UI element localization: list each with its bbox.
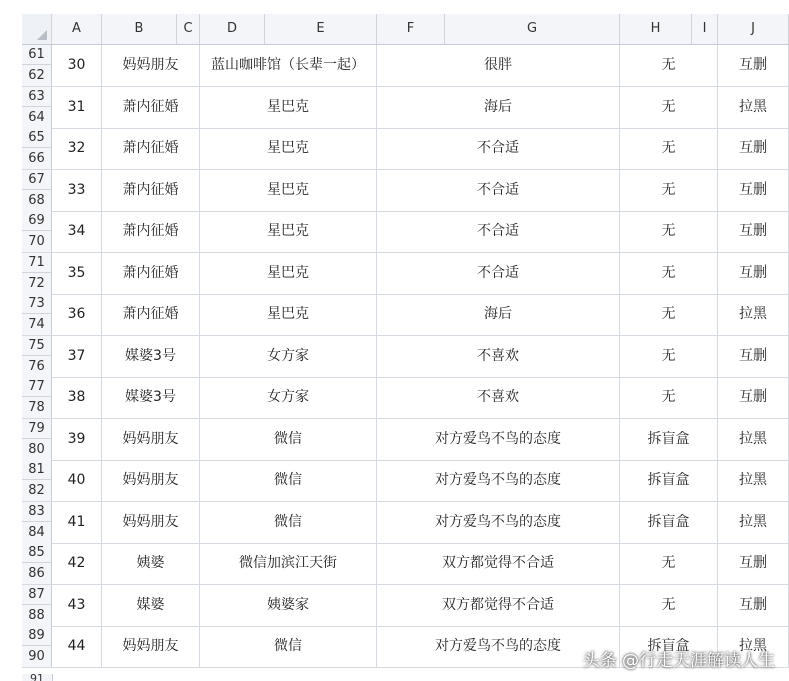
cell-de-place[interactable]: 微信加滨江天街 [200,543,377,584]
table-row [22,460,789,502]
cell-de-place[interactable]: 微信 [200,626,377,667]
row-header[interactable]: 78 [22,397,52,418]
cell-fg-reason[interactable]: 对方爱鸟不鸟的态度 [377,502,620,543]
select-all-triangle-icon [37,30,47,40]
cell-b-source[interactable]: 妈妈朋友 [102,460,200,501]
cell-de-place[interactable]: 星巴克 [200,128,377,169]
column-header-j[interactable]: J [718,14,789,44]
cell-h-status[interactable]: 无 [620,128,718,169]
cell-fg-reason[interactable]: 双方都觉得不合适 [377,585,620,626]
cell-de-place[interactable]: 星巴克 [200,253,377,294]
cell-j-result[interactable]: 拉黑 [718,502,789,543]
cell-b-source[interactable]: 萧内征婚 [102,87,200,128]
cell-a[interactable]: 37 [52,336,102,377]
cell-j-result[interactable]: 拉黑 [718,626,789,667]
row-header[interactable]: 74 [22,314,52,335]
cell-h-status[interactable]: 拆盲盒 [620,460,718,501]
cell-a[interactable]: 33 [52,170,102,211]
spreadsheet-grid[interactable] [22,14,789,681]
table-row [22,87,789,129]
column-header-bar [22,14,789,45]
cell-de-place[interactable]: 星巴克 [200,87,377,128]
cell-de-place[interactable]: 女方家 [200,377,377,418]
column-header-e[interactable]: E [265,14,377,44]
cell-a[interactable]: 42 [52,543,102,584]
cell-j-result[interactable]: 互删 [718,585,789,626]
cell-h-status[interactable]: 无 [620,253,718,294]
cell-fg-reason[interactable]: 对方爱鸟不鸟的态度 [377,419,620,460]
cell-b-source[interactable]: 萧内征婚 [102,294,200,335]
column-header-f[interactable]: F [377,14,445,44]
column-header-g[interactable]: G [445,14,620,44]
table-row [22,128,789,170]
cell-b-source[interactable]: 姨婆 [102,543,200,584]
cell-j-result[interactable]: 互删 [718,253,789,294]
cell-h-status[interactable]: 无 [620,294,718,335]
cell-h-status[interactable]: 无 [620,377,718,418]
cell-a[interactable]: 39 [52,419,102,460]
cell-b-source[interactable]: 妈妈朋友 [102,45,200,86]
cell-fg-reason[interactable]: 很胖 [377,45,620,86]
table-row [22,294,789,336]
cell-j-result[interactable]: 拉黑 [718,294,789,335]
cell-a[interactable]: 44 [52,626,102,667]
cell-a[interactable]: 32 [52,128,102,169]
cell-de-place[interactable]: 微信 [200,502,377,543]
cell-j-result[interactable]: 拉黑 [718,460,789,501]
cell-a[interactable]: 38 [52,377,102,418]
row-header[interactable]: 81 [22,460,52,480]
cell-fg-reason[interactable]: 对方爱鸟不鸟的态度 [377,460,620,501]
row-header[interactable]: 79 [22,419,52,439]
row-header[interactable]: 64 [22,107,52,128]
cell-de-place[interactable]: 星巴克 [200,211,377,252]
cell-h-status[interactable]: 无 [620,543,718,584]
cell-h-status[interactable]: 拆盲盒 [620,502,718,543]
cell-de-place[interactable]: 星巴克 [200,294,377,335]
column-header-d[interactable]: D [200,14,265,44]
cell-j-result[interactable]: 互删 [718,543,789,584]
column-header-h[interactable]: H [620,14,692,44]
column-header-i[interactable]: I [692,14,718,44]
cell-j-result[interactable]: 拉黑 [718,87,789,128]
row-header[interactable]: 72 [22,273,52,294]
column-header-b[interactable]: B [102,14,177,44]
cell-j-result[interactable]: 互删 [718,377,789,418]
cell-h-status[interactable]: 无 [620,585,718,626]
row-header[interactable]: 73 [22,294,52,314]
row-header[interactable]: 61 [22,45,52,65]
row-header[interactable]: 83 [22,502,52,522]
watermark: 头条 @行走天涯解读人生 [582,651,775,671]
row-header[interactable]: 62 [22,65,52,86]
cell-h-status[interactable]: 无 [620,87,718,128]
table-row [22,419,789,461]
cell-a[interactable]: 40 [52,460,102,501]
cell-a[interactable]: 43 [52,585,102,626]
row-header[interactable]: 65 [22,128,52,148]
row-header[interactable]: 66 [22,148,52,169]
row-header[interactable]: 84 [22,522,52,543]
table-row [22,45,789,87]
row-header[interactable]: 82 [22,480,52,501]
cell-a[interactable]: 36 [52,294,102,335]
row-header[interactable]: 85 [22,543,52,563]
table-row [22,543,789,585]
table-row [22,377,789,419]
cell-h-status[interactable]: 拆盲盒 [620,419,718,460]
cell-de-place[interactable]: 女方家 [200,336,377,377]
cell-b-source[interactable]: 媒婆 [102,585,200,626]
cell-fg-reason[interactable]: 不喜欢 [377,377,620,418]
cell-de-place[interactable]: 微信 [200,419,377,460]
table-row [22,253,789,295]
row-header[interactable]: 69 [22,211,52,231]
table-row [22,170,789,212]
row-header[interactable]: 89 [22,626,52,646]
cell-b-source[interactable]: 媒婆3号 [102,336,200,377]
row-header[interactable]: 88 [22,605,52,626]
row-header[interactable]: 70 [22,231,52,252]
table-row [22,502,789,544]
row-header[interactable]: 71 [22,253,52,273]
cell-j-result[interactable]: 互删 [718,211,789,252]
cell-b-source[interactable]: 萧内征婚 [102,128,200,169]
row-header[interactable]: 75 [22,336,52,356]
row-header[interactable]: 63 [22,87,52,107]
cell-fg-reason[interactable]: 不合适 [377,128,620,169]
cell-a[interactable]: 41 [52,502,102,543]
cell-fg-reason[interactable]: 海后 [377,87,620,128]
cell-fg-reason[interactable]: 对方爱鸟不鸟的态度 [377,626,620,667]
cell-h-status[interactable]: 拆盲盒 [620,626,718,667]
cell-b-source[interactable]: 妈妈朋友 [102,626,200,667]
cell-fg-reason[interactable]: 不合适 [377,211,620,252]
cell-h-status[interactable]: 无 [620,211,718,252]
cell-j-result[interactable]: 互删 [718,170,789,211]
cell-fg-reason[interactable]: 不合适 [377,253,620,294]
cell-b-source[interactable]: 萧内征婚 [102,170,200,211]
cell-de-place[interactable]: 微信 [200,460,377,501]
cell-h-status[interactable]: 无 [620,45,718,86]
cell-b-source[interactable]: 媒婆3号 [102,377,200,418]
cell-j-result[interactable]: 拉黑 [718,419,789,460]
row-header[interactable]: 76 [22,356,52,377]
cell-fg-reason[interactable]: 双方都觉得不合适 [377,543,620,584]
cell-b-source[interactable]: 妈妈朋友 [102,419,200,460]
row-header[interactable]: 80 [22,439,52,460]
row-header[interactable]: 77 [22,377,52,397]
table-row [22,585,789,627]
row-header[interactable]: 87 [22,585,52,605]
cell-b-source[interactable]: 萧内征婚 [102,253,200,294]
row-header[interactable]: 86 [22,563,52,584]
cell-de-place[interactable]: 姨婆家 [200,585,377,626]
cell-a[interactable]: 34 [52,211,102,252]
cell-a[interactable]: 31 [52,87,102,128]
cell-b-source[interactable]: 萧内征婚 [102,211,200,252]
cell-h-status[interactable]: 无 [620,336,718,377]
cell-fg-reason[interactable]: 不喜欢 [377,336,620,377]
cell-b-source[interactable]: 妈妈朋友 [102,502,200,543]
row-header-91[interactable]: 91 [22,674,53,681]
cell-j-result[interactable]: 互删 [718,336,789,377]
cell-de-place[interactable]: 蓝山咖啡馆（长辈一起） [200,45,377,86]
column-header-c[interactable]: C [177,14,200,44]
cell-fg-reason[interactable]: 海后 [377,294,620,335]
cell-j-result[interactable]: 互删 [718,45,789,86]
row-header[interactable]: 68 [22,190,52,211]
cell-j-result[interactable]: 互删 [718,128,789,169]
cell-fg-reason[interactable]: 不合适 [377,170,620,211]
table-row [22,211,789,253]
cell-a[interactable]: 30 [52,45,102,86]
row-header[interactable]: 90 [22,646,52,667]
row-header[interactable]: 67 [22,170,52,190]
cell-h-status[interactable]: 无 [620,170,718,211]
column-header-a[interactable]: A [52,14,102,44]
select-all-corner[interactable] [22,14,52,44]
cell-de-place[interactable]: 星巴克 [200,170,377,211]
cell-a[interactable]: 35 [52,253,102,294]
table-row [22,336,789,378]
